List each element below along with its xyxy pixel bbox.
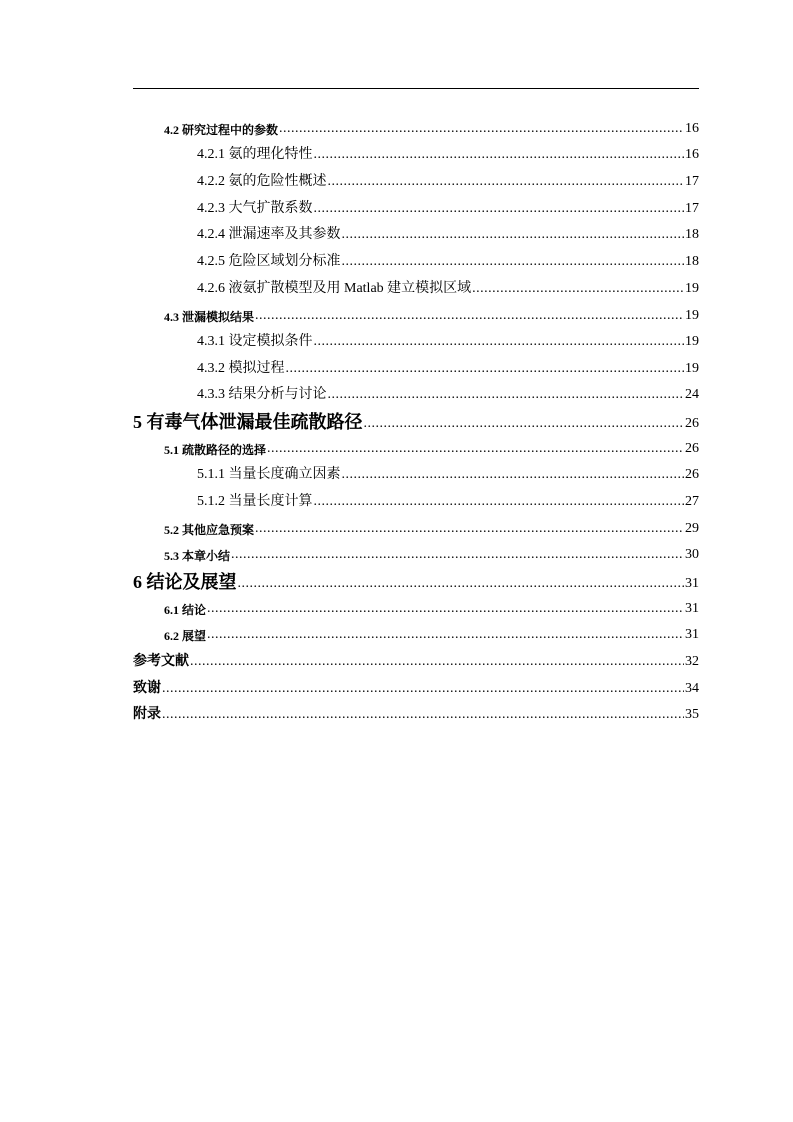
- toc-entry-label: 4.2 研究过程中的参数: [164, 123, 279, 137]
- toc-entry-4-2-3[interactable]: [197, 202, 699, 216]
- toc-leader-dots: [255, 309, 684, 323]
- toc-entry-page: 17: [685, 201, 699, 216]
- toc-leader-dots: [267, 442, 684, 456]
- toc-entry-label: 6.2 展望: [164, 629, 207, 643]
- toc-entry-label: 5.1.2 当量长度计算: [197, 494, 313, 509]
- toc-entry-4-2-4[interactable]: [197, 228, 699, 242]
- toc-entry-page: 19: [685, 281, 699, 296]
- toc-entry-page: 16: [685, 121, 699, 136]
- toc-entry-page: 24: [685, 387, 699, 402]
- toc-entry-page: 26: [685, 441, 699, 456]
- toc-entry-6-1[interactable]: [164, 602, 699, 616]
- toc-entry-label: 4.3.1 设定模拟条件: [197, 334, 313, 349]
- toc-entry-page: 18: [685, 254, 699, 269]
- toc-entry-label: 4.2.1 氨的理化特性: [197, 147, 313, 162]
- toc-entry-chapter-6[interactable]: [133, 573, 699, 591]
- toc-entry-label: 参考文献: [133, 654, 189, 669]
- toc-entry-5-3[interactable]: [164, 548, 699, 562]
- toc-entry-label: 5.2 其他应急预案: [164, 523, 255, 537]
- toc-entry-label: 4.2.5 危险区域划分标准: [197, 254, 341, 269]
- toc-leader-dots: [342, 468, 685, 482]
- toc-leader-dots: [364, 417, 685, 431]
- toc-leader-dots: [162, 708, 684, 722]
- toc-entry-4-3-2[interactable]: [197, 362, 699, 376]
- toc-entry-references[interactable]: [133, 655, 699, 669]
- toc-entry-label: 5 有毒气体泄漏最佳疏散路径: [133, 412, 363, 432]
- toc-entry-page: 26: [685, 416, 699, 431]
- toc-entry-page: 29: [685, 521, 699, 536]
- header-rule: [133, 88, 699, 89]
- toc-entry-page: 30: [685, 547, 699, 562]
- toc-leader-dots: [314, 335, 685, 349]
- toc-entry-label: 4.2.3 大气扩散系数: [197, 201, 313, 216]
- toc-leader-dots: [162, 682, 684, 696]
- toc-entry-label: 附录: [133, 707, 161, 722]
- toc-entry-6-2[interactable]: [164, 628, 699, 642]
- toc-leader-dots: [472, 282, 684, 296]
- toc-leader-dots: [314, 148, 685, 162]
- toc-entry-5-1-1[interactable]: [197, 468, 699, 482]
- toc-entry-acknowledgements[interactable]: [133, 682, 699, 696]
- toc-entry-4-2-2[interactable]: [197, 175, 699, 189]
- toc-entry-page: 19: [685, 361, 699, 376]
- toc-entry-label: 致谢: [133, 681, 161, 696]
- toc-entry-5-1[interactable]: [164, 442, 699, 456]
- toc-leader-dots: [342, 228, 685, 242]
- toc-leader-dots: [255, 522, 684, 536]
- toc-entry-4-3-1[interactable]: [197, 335, 699, 349]
- toc-entry-page: 16: [685, 147, 699, 162]
- toc-entry-page: 26: [685, 467, 699, 482]
- toc-entry-4-2[interactable]: [164, 122, 699, 136]
- toc-entry-page: 32: [685, 654, 699, 669]
- toc-entry-label: 4.2.4 泄漏速率及其参数: [197, 227, 341, 242]
- toc-entry-label: 4.2.2 氨的危险性概述: [197, 174, 327, 189]
- toc-entry-label: 5.1.1 当量长度确立因素: [197, 467, 341, 482]
- toc-entry-label: 5.3 本章小结: [164, 549, 231, 563]
- toc-entry-label: 6.1 结论: [164, 603, 207, 617]
- toc-leader-dots: [314, 202, 685, 216]
- toc-entry-page: 17: [685, 174, 699, 189]
- toc-leader-dots: [231, 548, 684, 562]
- toc-entry-page: 31: [685, 627, 699, 642]
- toc-entry-page: 18: [685, 227, 699, 242]
- toc-entry-5-2[interactable]: [164, 522, 699, 536]
- toc-entry-page: 35: [685, 707, 699, 722]
- toc-leader-dots: [328, 388, 685, 402]
- toc-leader-dots: [279, 122, 684, 136]
- toc-entry-page: 31: [685, 576, 699, 591]
- toc-entry-label: 4.3.2 模拟过程: [197, 361, 285, 376]
- toc-entry-page: 31: [685, 601, 699, 616]
- toc-leader-dots: [207, 602, 684, 616]
- toc-leader-dots: [207, 628, 684, 642]
- toc-entry-page: 19: [685, 308, 699, 323]
- toc-leader-dots: [314, 495, 685, 509]
- toc-entry-label: 4.2.6 液氨扩散模型及用 Matlab 建立模拟区域: [197, 281, 472, 296]
- toc-entry-4-3-3[interactable]: [197, 388, 699, 402]
- toc-leader-dots: [286, 362, 685, 376]
- toc-entry-5-1-2[interactable]: [197, 495, 699, 509]
- toc-leader-dots: [328, 175, 685, 189]
- toc-entry-page: 19: [685, 334, 699, 349]
- toc-entry-4-2-1[interactable]: [197, 148, 699, 162]
- toc-leader-dots: [342, 255, 685, 269]
- toc-entry-4-2-6[interactable]: [197, 282, 699, 296]
- toc-entry-page: 34: [685, 681, 699, 696]
- toc-entry-page: 27: [685, 494, 699, 509]
- toc-leader-dots: [190, 655, 684, 669]
- toc-entry-4-3[interactable]: [164, 309, 699, 323]
- toc-entry-chapter-5[interactable]: [133, 413, 699, 431]
- toc-entry-label: 6 结论及展望: [133, 572, 237, 592]
- toc-leader-dots: [238, 577, 685, 591]
- toc-entry-label: 5.1 疏散路径的选择: [164, 443, 267, 457]
- toc-entry-label: 4.3.3 结果分析与讨论: [197, 387, 327, 402]
- toc-entry-4-2-5[interactable]: [197, 255, 699, 269]
- toc-entry-label: 4.3 泄漏模拟结果: [164, 310, 255, 324]
- toc-entry-appendix[interactable]: [133, 708, 699, 722]
